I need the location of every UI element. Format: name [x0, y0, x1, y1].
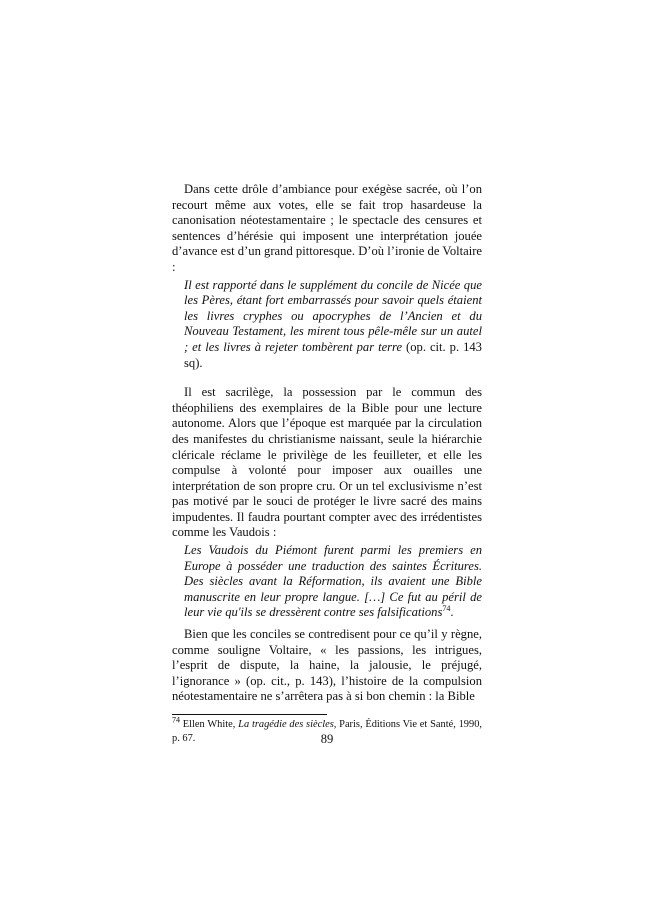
footnote-number: 74: [172, 715, 180, 725]
quote-vaudois-text: Les Vaudois du Piémont furent parmi les premiers en Europe à posséder une traduction des saintes Écritures. Des siècles avant la Réformation, ils avaient une Bible manuscrite en leur propre langue. […] Ce fut au péril de leur vie qu'ils se dressèrent contre ses falsifications: [184, 543, 482, 620]
paragraph-3: Bien que les conciles se contredisent pour ce qu’il y règne, comme souligne Voltaire, « les passions, les intrigues, l’esprit de dispute, la haine, la jalousie, le préjugé, l’ignorance » (op. cit., p. 143), l’histoire de la compulsion néotestamentaire ne s’arrêtera pas à si bon chemin : la Bible: [172, 627, 482, 704]
page-number: 89: [320, 732, 334, 746]
footnote-rule: [172, 714, 327, 715]
footnote-author: Ellen White,: [180, 719, 239, 730]
footnote-title: La tragédie des siècles,: [238, 719, 337, 730]
blockquote-voltaire: [184, 278, 482, 372]
page-body: [172, 182, 482, 746]
quote-voltaire-text: Il est rapporté dans le supplément du concile de Nicée que les Pères, étant fort embarrassés pour savoir quels étaient les livres cryphes ou apocryphes de l’Ancien et du Nouveau Testament, les mirent tous pêle-mêle sur un autel ; et les livres à rejeter tombèrent par terre: [184, 277, 482, 354]
quote-voltaire-ref: (op. cit. p. 143 sq).: [184, 339, 482, 370]
quote-vaudois-end: .: [450, 605, 454, 620]
blockquote-vaudois: [184, 543, 482, 621]
footnote-ref-74: 74: [442, 604, 451, 614]
paragraph-2: Il est sacrilège, la possession par le commun des théophiliens des exemplaires de la Bible pour une lecture autonome. Alors que l’époque est marquée par la circulation des manifestes du christianisme naissant, seule la hiérarchie cléricale réclame le privilège de les feuilleter, et elle les compulse à volonté pour imposer aux ouailles une interprétation de son propre cru. Or un tel exclusivisme n’est pas motivé par le souci de protéger le livre sacré des mains impudentes. Il faudra pourtant compter avec des irrédentistes comme les Vaudois :: [172, 385, 482, 540]
paragraph-1: Dans cette drôle d’ambiance pour exégèse sacrée, où l’on recourt même aux votes, elle se fait trop hasardeuse la canonisation néotestamentaire ; le spectacle des censures et sentences d’hérésie qui imposent une interprétation jouée d’avance est d’un grand pittoresque. D’où l’ironie de Voltaire :: [172, 182, 482, 274]
footnote-rest: Paris, Éditions Vie et Santé, 1990, p. 67.: [172, 719, 482, 744]
